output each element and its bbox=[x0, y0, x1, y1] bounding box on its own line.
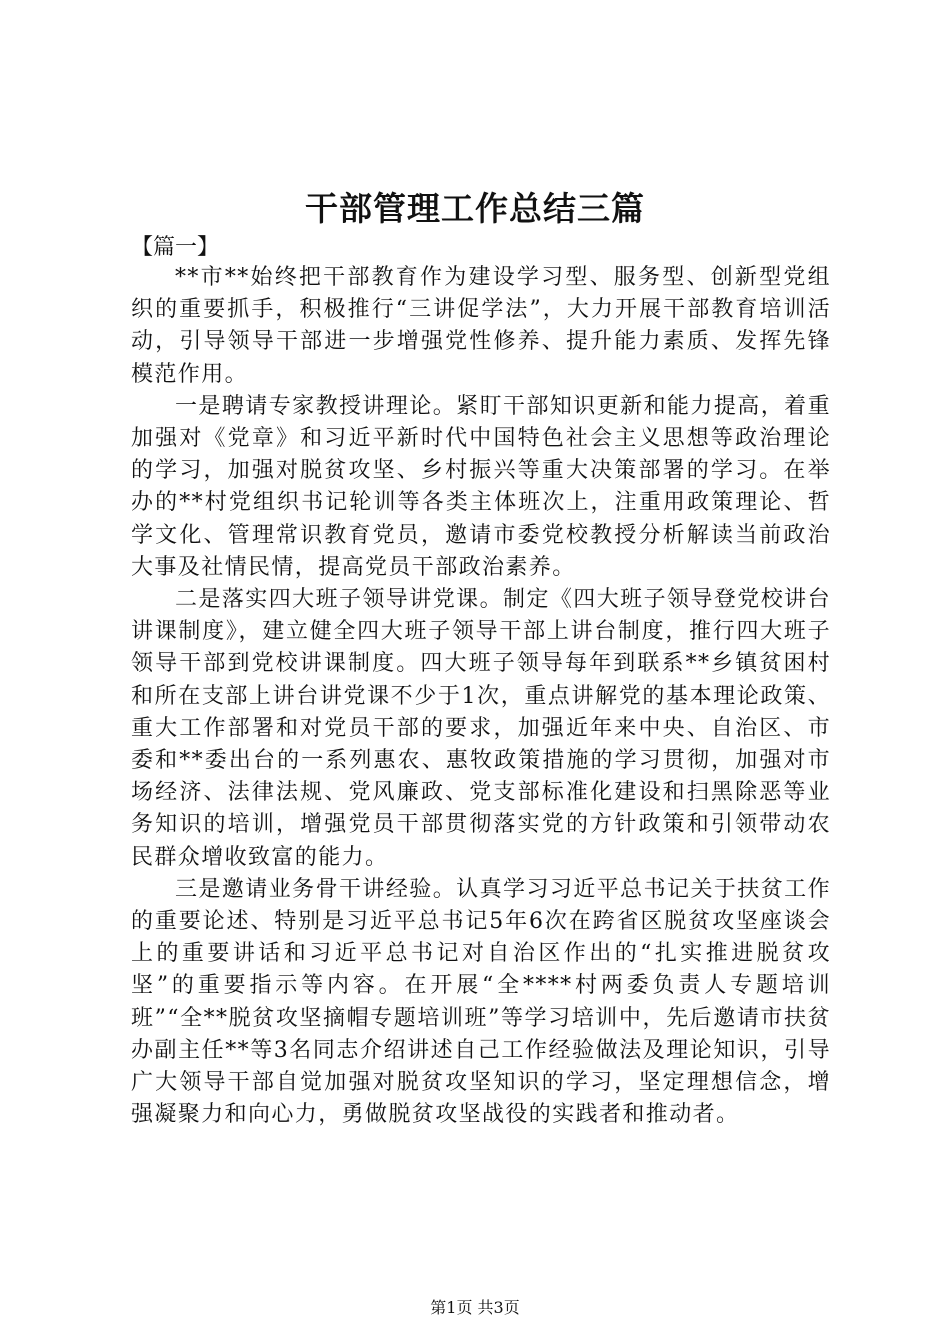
paragraph-three: 三是邀请业务骨干讲经验。认真学习习近平总书记关于扶贫工作的重要论述、特别是习近平总书记5年6次在跨省区脱贫攻坚座谈会上的重要讲话和习近平总书记对自治区作出的“扎实推进脱贫攻坚”的重要指示等内容。在开展“全****村两委负责人专题培训班”“全**脱贫攻坚摘帽专题培训班”等学习培训中，先后邀请市扶贫办副主任**等3名同志介绍讲述自己工作经验做法及理论知识，引导广大领导干部自觉加强对脱贫攻坚知识的学习，坚定理想信念，增强凝聚力和向心力，勇做脱贫攻坚战役的实践者和推动者。 bbox=[131, 876, 831, 1128]
document-body bbox=[131, 262, 831, 1131]
paragraph-intro: **市**始终把干部教育作为建设学习型、服务型、创新型党组织的重要抓手，积极推行“三讲促学法”，大力开展干部教育培训活动，引导领导干部进一步增强党性修养、提升能力素质、发挥先锋模范作用。 bbox=[131, 265, 831, 387]
document-title: 干部管理工作总结三篇 bbox=[305, 189, 645, 228]
page-footer: 第1页 共3页 bbox=[430, 1298, 520, 1317]
section-label: 【篇一】 bbox=[131, 235, 220, 260]
paragraph-two: 二是落实四大班子领导讲党课。制定《四大班子领导登党校讲台讲课制度》，建立健全四大班子领导干部上讲台制度，推行四大班子领导干部到党校讲课制度。四大班子领导每年到联系**乡镇贫困村和所在支部上讲台讲党课不少于1次，重点讲解党的基本理论政策、重大工作部署和对党员干部的要求，加强近年来中央、自治区、市委和**委出台的一系列惠农、惠牧政策措施的学习贯彻，加强对市场经济、法律法规、党风廉政、党支部标准化建设和扫黑除恶等业务知识的培训，增强党员干部贯彻落实党的方针政策和引领带动农民群众增收致富的能力。 bbox=[131, 587, 831, 870]
paragraph-one: 一是聘请专家教授讲理论。紧盯干部知识更新和能力提高，着重加强对《党章》和习近平新时代中国特色社会主义思想等政治理论的学习，加强对脱贫攻坚、乡村振兴等重大决策部署的学习。在举办的**村党组织书记轮训等各类主体班次上，注重用政策理论、哲学文化、管理常识教育党员，邀请市委党校教授分析解读当前政治大事及社情民情，提高党员干部政治素养。 bbox=[131, 393, 831, 580]
